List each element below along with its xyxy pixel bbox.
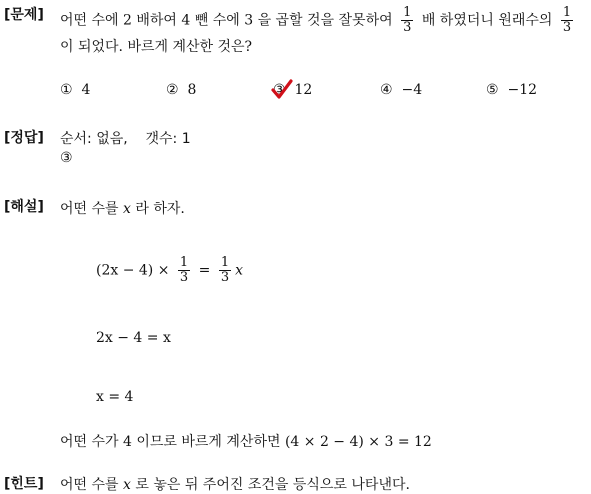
- fraction-numerator: 1: [179, 255, 189, 270]
- choice-value: 4: [81, 82, 91, 98]
- fraction-denominator: 3: [220, 270, 230, 285]
- fraction-denominator: 3: [562, 20, 572, 35]
- choice-value: 12: [294, 82, 313, 98]
- equation-1: [96, 256, 243, 285]
- check-mark-icon: [271, 78, 293, 100]
- variable-x: x: [235, 262, 244, 279]
- choice-mark: ③: [273, 82, 286, 98]
- choice-value: −12: [507, 82, 538, 98]
- fraction-numerator: 1: [220, 255, 230, 270]
- choice-4[interactable]: [380, 82, 422, 98]
- problem-text-a: 어떤 수에 2 배하여 4 뺀 수에 3 을 곱할 것을 잘못하여: [60, 12, 393, 29]
- equation-1-equals: =: [198, 262, 211, 279]
- problem-line-2: 이 되었다. 바르게 계산한 것은?: [60, 39, 253, 55]
- hint-text: [60, 474, 410, 494]
- solution-label: [해설]: [4, 199, 44, 215]
- solution-conclusion: [60, 431, 432, 451]
- problem-line-1: [60, 6, 577, 35]
- variable-x: x: [123, 477, 131, 493]
- hint-label: [힌트]: [4, 476, 44, 492]
- solution-intro-b: 라 하자.: [135, 201, 185, 217]
- fraction-denominator: 3: [403, 20, 412, 35]
- fraction-denominator: 3: [179, 270, 189, 285]
- equation-1-fraction-2: [219, 256, 231, 285]
- problem-text-b: 배 하였더니 원래수의: [421, 12, 553, 29]
- problem-fraction-2: [561, 6, 573, 35]
- answer-meta: 순서: 없음, 갯수: 1: [60, 131, 191, 147]
- choice-5[interactable]: [486, 82, 537, 98]
- problem-fraction-1: [401, 6, 413, 35]
- choice-1[interactable]: [60, 82, 90, 98]
- solution-intro: [60, 198, 185, 218]
- variable-x: x: [123, 201, 131, 217]
- choice-mark: ④: [380, 82, 393, 98]
- choice-2[interactable]: [166, 82, 196, 98]
- choice-mark: ⑤: [486, 82, 499, 98]
- answer-mark: ③: [60, 150, 73, 166]
- choice-value: 8: [187, 82, 197, 98]
- choice-mark: ②: [166, 82, 179, 98]
- solution-intro-a: 어떤 수를: [60, 201, 119, 217]
- answer-label: [정답]: [4, 130, 44, 146]
- equation-1-left: (2x − 4) ×: [96, 262, 170, 279]
- equation-1-fraction-1: [178, 256, 190, 285]
- problem-label: [문제]: [4, 7, 44, 23]
- equation-2: 2x − 4 = x: [96, 330, 171, 346]
- conclusion-text: 어떤 수가 4 이므로 바르게 계산하면: [60, 434, 281, 450]
- fraction-numerator: 1: [403, 5, 412, 20]
- conclusion-expression: (4 × 2 − 4) × 3 = 12: [284, 434, 432, 450]
- hint-text-a: 어떤 수를: [60, 477, 119, 493]
- hint-text-b: 로 놓은 뒤 주어진 조건을 등식으로 나타낸다.: [135, 477, 410, 493]
- equation-3: x = 4: [96, 389, 134, 405]
- choice-mark: ①: [60, 82, 73, 98]
- fraction-numerator: 1: [562, 5, 572, 20]
- choice-value: −4: [401, 82, 423, 98]
